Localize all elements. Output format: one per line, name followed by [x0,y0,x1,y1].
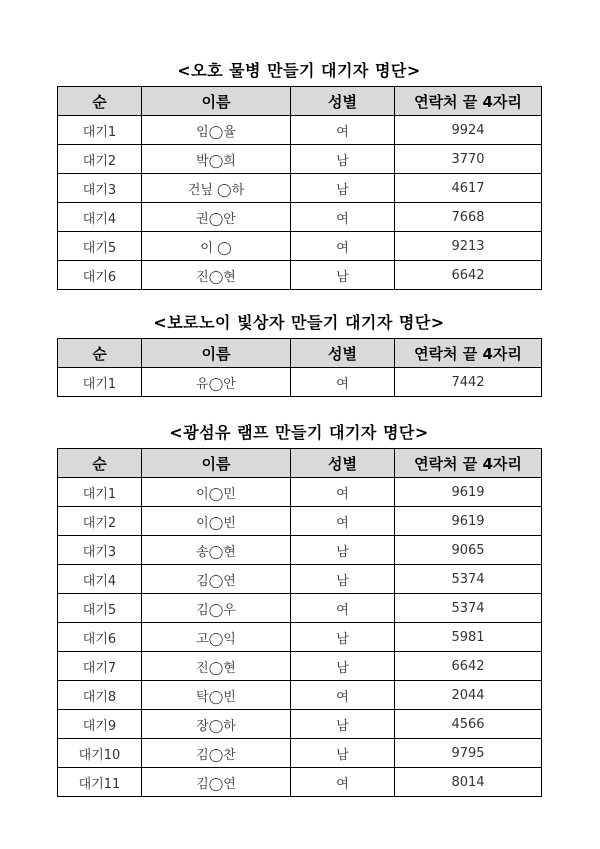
table-row [58,681,542,710]
header-order: 순 [58,87,142,116]
cell-order: 대기10 [58,739,142,768]
cell-name: 김◯우 [142,594,291,623]
table-row [58,203,542,232]
table-row [58,594,542,623]
cell-order: 대기11 [58,768,142,797]
cell-phone: 5981 [395,623,542,652]
cell-phone: 2044 [395,681,542,710]
cell-name: 박◯희 [142,145,291,174]
cell-gender: 남 [291,174,395,203]
cell-gender: 여 [291,478,395,507]
header-gender: 성별 [291,339,395,368]
cell-phone: 9619 [395,478,542,507]
table-row [58,652,542,681]
table-row [58,565,542,594]
cell-order: 대기5 [58,594,142,623]
table-row [58,145,542,174]
waitlist-table [57,338,542,397]
table-row [58,623,542,652]
cell-phone: 8014 [395,768,542,797]
waitlist-section-water-bottle [57,60,541,290]
cell-gender: 여 [291,368,395,397]
cell-order: 대기3 [58,174,142,203]
cell-gender: 여 [291,681,395,710]
cell-gender: 여 [291,507,395,536]
cell-phone: 9213 [395,232,542,261]
cell-name: 유◯안 [142,368,291,397]
cell-name: 장◯하 [142,710,291,739]
cell-phone: 9924 [395,116,542,145]
table-header-row [58,87,542,116]
table-row [58,232,542,261]
cell-gender: 여 [291,116,395,145]
cell-name: 진◯현 [142,652,291,681]
table-row [58,368,542,397]
cell-order: 대기1 [58,116,142,145]
section-title: <보로노이 빛상자 만들기 대기자 명단> [153,313,445,332]
cell-gender: 여 [291,203,395,232]
cell-order: 대기6 [58,261,142,290]
cell-name: 이◯빈 [142,507,291,536]
cell-order: 대기8 [58,681,142,710]
table-header-row [58,339,542,368]
cell-gender: 남 [291,565,395,594]
cell-order: 대기2 [58,145,142,174]
header-order: 순 [58,449,142,478]
section-title: <광섬유 램프 만들기 대기자 명단> [169,423,429,442]
cell-gender: 남 [291,261,395,290]
cell-name: 탁◯빈 [142,681,291,710]
table-row [58,261,542,290]
cell-order: 대기1 [58,368,142,397]
cell-phone: 9795 [395,739,542,768]
cell-name: 임◯율 [142,116,291,145]
header-gender: 성별 [291,87,395,116]
header-name: 이름 [142,339,291,368]
cell-gender: 남 [291,145,395,174]
cell-order: 대기1 [58,478,142,507]
cell-order: 대기9 [58,710,142,739]
cell-name: 김◯연 [142,768,291,797]
table-row [58,768,542,797]
header-name: 이름 [142,87,291,116]
table-row [58,710,542,739]
cell-phone: 7668 [395,203,542,232]
cell-name: 송◯현 [142,536,291,565]
waitlist-table [57,86,542,290]
table-row [58,507,542,536]
cell-name: 이 ◯ [142,232,291,261]
header-name: 이름 [142,449,291,478]
header-phone-last4: 연락처 끝 4자리 [395,449,542,478]
cell-order: 대기2 [58,507,142,536]
cell-gender: 남 [291,739,395,768]
header-order: 순 [58,339,142,368]
table-row [58,116,542,145]
cell-gender: 남 [291,536,395,565]
cell-gender: 남 [291,652,395,681]
cell-gender: 여 [291,232,395,261]
cell-phone: 5374 [395,594,542,623]
cell-name: 권◯안 [142,203,291,232]
cell-name: 김◯연 [142,565,291,594]
cell-gender: 남 [291,710,395,739]
cell-name: 이◯민 [142,478,291,507]
waitlist-section-fiber-lamp [57,422,541,797]
cell-order: 대기3 [58,536,142,565]
cell-name: 건닢 ◯하 [142,174,291,203]
header-phone-last4: 연락처 끝 4자리 [395,87,542,116]
cell-phone: 7442 [395,368,542,397]
waitlist-section-voronoi-lightbox [57,312,541,397]
cell-phone: 4617 [395,174,542,203]
cell-order: 대기5 [58,232,142,261]
cell-phone: 9065 [395,536,542,565]
section-title: <오호 물병 만들기 대기자 명단> [177,61,421,80]
cell-phone: 3770 [395,145,542,174]
cell-name: 고◯익 [142,623,291,652]
table-row [58,478,542,507]
cell-phone: 9619 [395,507,542,536]
cell-phone: 4566 [395,710,542,739]
cell-name: 진◯현 [142,261,291,290]
header-gender: 성별 [291,449,395,478]
waitlist-table [57,448,542,797]
cell-order: 대기4 [58,203,142,232]
table-row [58,536,542,565]
cell-gender: 여 [291,768,395,797]
header-phone-last4: 연락처 끝 4자리 [395,339,542,368]
cell-order: 대기6 [58,623,142,652]
cell-name: 김◯찬 [142,739,291,768]
cell-gender: 남 [291,623,395,652]
cell-order: 대기7 [58,652,142,681]
cell-phone: 6642 [395,261,542,290]
cell-phone: 5374 [395,565,542,594]
table-row [58,739,542,768]
table-header-row [58,449,542,478]
cell-phone: 6642 [395,652,542,681]
cell-gender: 여 [291,594,395,623]
cell-order: 대기4 [58,565,142,594]
table-row [58,174,542,203]
